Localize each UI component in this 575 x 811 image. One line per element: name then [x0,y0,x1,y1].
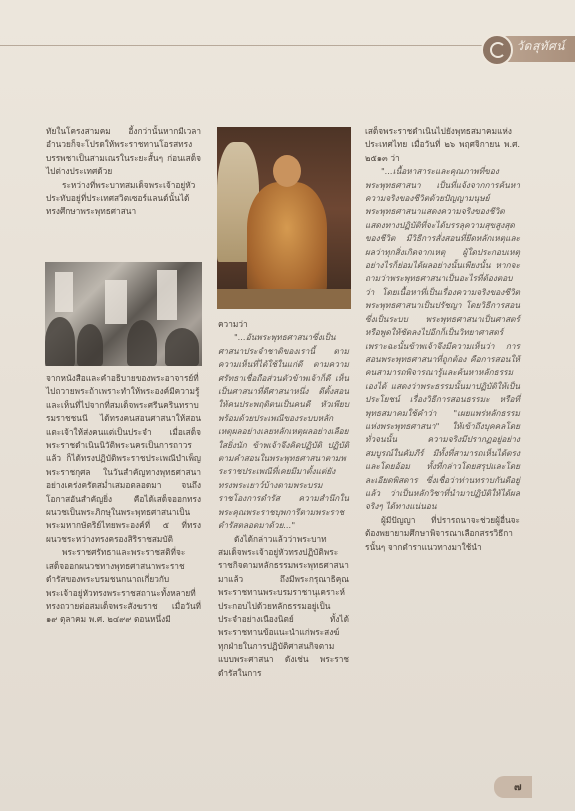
column-1 [46,125,201,625]
seal-icon [481,34,513,66]
page-number: ๗ [514,782,522,793]
quote-paragraph: "...เนื้อหาสาระและคุณภาพที่ของพระพุทธศาสนา เป็นที่แจ้งจากการค้นหาความจริงของชีวิตด้วยปัญญามนุษย์ พระพุทธศาสนาแสดงความจริงของชีวิต แสดงทางปฏิบัติที่จะได้บรรลุความสุขสูงสุดของชีวิต มีวิธีการสั่งสอนที่ยึดหลักเหตุและผลว่าทุกสิ่งเกิดจากเหตุ ผู้ใดประกอบเหตุอย่างไรก็ย่อมได้ผลอย่างนั้นเพียงนั้น หากจะถามว่าพระพุทธศาสนาเป็นอะไรที่ต้องตอบว่า โดยเนื้อหาที่เป็นเรื่องความจริงของชีวิต พระพุทธศาสนาเป็นปรัชญา โดยวิธีการสอนซึ่งเป็นระบบ พระพุทธศาสนาเป็นศาสตร์ หรือพูดให้ชัดลงไปอีกก็เป็นวิทยาศาสตร์ เพราะฉะนั้นข้าพเจ้าจึงมีความเห็นว่า การสอนพระพุทธศาสนาที่ถูกต้อง คือการสอนให้คนสามารถพิจารณารู้และค้นหาหลักธรรมเองได้ แสดงว่าพระธรรมนั้นมาปฏิบัติให้เป็นประโยชน์ เรื่องวิธีการสอนธรรมะ หรือที่พุทธสมาคมใช้คำว่า "เผยแพร่หลักธรรมแห่งพระพุทธศาสนา" ให้เข้าถึงบุคคลโดยทั่วจนนั้น ความจริงมีปรากฏอยู่อย่างสมบูรณ์ในคัมภีร์ มีทั้งที่สามารถเห็นได้ตรงและโดยอ้อม ทั้งที่กล่าวโดยสรุปและโดยละเอียดพิสดาร ซึ่งเชื่อว่าท่านทราบกันดีอยู่แล้ว ว่าเป็นหลักวิชาที่นำมาปฏิบัติให้ได้ผลจริงๆ ได้ทางแน่นอน [365,166,520,512]
header-rule [0,45,503,46]
monk-robe [247,182,327,297]
paragraph: ดังได้กล่าวแล้วว่าพระบาทสมเด็จพระเจ้าอยู่หัวทรงปฏิบัติพระราชกิจตามหลักธรรมพระพุทธศาสนามาแล้ว ถึงมีพระกรุณาธิคุณพระราชทานพระบรมราชานุเคราะห์ประกอบไปด้วยหลักธรรมอยู่เป็นประจำอย่างเนืองนิตย์ ทั้งได้พระราชทานข้อแนะนำแก่พระสงฆ์ทุกฝ่ายในการปฏิบัติศาสนกิจตามแบบพระศาสนา ดังเช่น พระราชดำรัสในการ [218,533,349,678]
column-1-lower [46,372,201,627]
page-header [0,30,575,62]
paragraph: ระหว่างที่พระบาทสมเด็จพระเจ้าอยู่หัวประทับอยู่ที่ประเทศสวิตเซอร์แลนด์นั้นได้ทรงศึกษาพระพุทธศาสนา [46,179,196,217]
paragraph: พระราชศรัทธาและพระราชสติที่จะเสด็จออกผนวชทางพุทธศาสนาพระราชดำรัสของพระบรมชนกนาถเกี่ยวกับพระเจ้าอยู่หัวทรงพระราชสถานะทั้งหลายที่ทรงถวายต่อสมเด็จพระสังฆราช เมื่อวันที่ ๑๙ ตุลาคม พ.ศ. ๒๔๙๙ ตอนหนึ่งมี [46,547,201,625]
crowd-photo [45,262,202,366]
section-title: วัดสุทัศน์ [516,39,565,53]
column-3 [365,125,520,554]
paragraph: เสด็จพระราชดำเนินไปยังพุทธสมาคมแห่งประเทศไทย เมื่อวันที่ ๒๖ พฤศจิกายน พ.ศ. ๒๕๑๓ ว่า [365,126,520,163]
paragraph: ความว่า [218,319,248,329]
monk-photo [217,127,351,309]
footer-tab [494,776,532,798]
paragraph: จากหนังสือและคำอธิบายของพระอาจารย์ที่ไปถวายพระถ้าเพราะทำให้พระองค์มีความรู้และเห็นที่ไปจากที่สมเด็จพระศรีนครินทราบรมราชชนนี ได้ทรงคนสอนศาสนาให้สอนแตะเจ้าให้ส่งคนแต่เป็นประจำ เมื่อเสด็จพระราชดำเนินนิวัติพระนครเป็นการถาวรแล้ว ก็ได้ทรงปฏิบัติพระราชประเพณีบำเพ็ญพระราชกุศล ในวันสำคัญทางพุทธศาสนาอย่างเคร่งครัดสม่ำเสมอตลอดมา จนถึงโอกาสอันสำคัญยิ่ง คือได้เสด็จออกทรงผนวชเป็นพระภิกษุในพระพุทธศาสนาเป็นพระมหากษัตริย์ไทยพระองค์ที่ ๕ ที่ทรงผนวชระหว่างทรงครองสิริราชสมบัติ [46,373,201,544]
floor-mat [217,289,351,309]
monk-head [273,155,301,187]
column-2 [218,318,349,680]
quote-paragraph: "...อันพระพุทธศาสนาซึ่งเป็นศาสนาประจำชาติของเรานี้ ตามความเห็นที่ได้ใช้ในแก่ดี ตามความศรัทธาเชื่อถือส่วนตัวข้าพเจ้าก็ดี เห็นเป็นศาสนาที่ดีศาสนาหนึ่ง ดีตั้งสอนให้คนประพฤติตนเป็นคนดี หัวเพียบพร้อมด้วยประเพณีของระบบหลักเหตุผลอย่างเลยหลักเหตุผลอย่างเลือยใสยิ่งนัก ข้าพเจ้าจึงคิดปฏิบัติ ปฏิบัติตามคำสอนในพระพุทธศาสนาตามพระราชประเพณีที่เคยมีมาตั้งแต่ยังทรงพระเยาว์บ้างตามพระบรมราชโองการดำรัส ความสำนึกในพระคุณพระราชบุพการีตามพระราชดำรัสตลอดมาด้วย..." [218,332,349,531]
paragraph: ผู้มีปัญญา ที่ปรารถนาจะช่วยผู้อื่นจะต้องพยายามศึกษาพิจารณาเลือกสรรวิธีการนั้นๆ จากตำราแนวทางมาใช้นำ [365,514,520,552]
paragraph: ทัยในโครงสามคม อี้งกว่านั้นหากมีเวลาอำนวยก็จะโปรดให้พระราชทานโอรสทรงบรรพชาเป็นสามเณรในระยะสั้นๆ ก่อนเสด็จไปต่างประเทศด้วย [46,126,201,177]
